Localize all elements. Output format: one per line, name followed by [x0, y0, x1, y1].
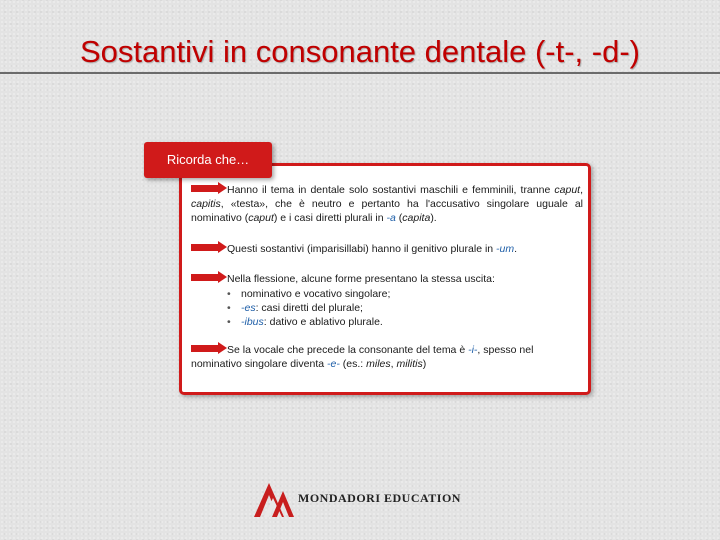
list-item: • nominativo e vocativo singolare;: [227, 287, 583, 301]
p1-caput-2: caput: [248, 212, 274, 224]
arrow-right-icon: [191, 183, 227, 194]
p4-miles: miles: [366, 358, 391, 370]
list-item: • -ibus: dativo e ablativo plurale.: [227, 315, 583, 329]
arrow-right-icon: [191, 343, 227, 354]
list-item: • -es: casi diretti del plurale;: [227, 301, 583, 315]
p1-text: Hanno il tema in dentale solo sostantivi maschili e femminili, tranne: [227, 184, 555, 196]
mondadori-logo: [252, 482, 296, 518]
p4-text: Se la vocale che precede la consonante del tema è: [227, 344, 469, 356]
p1-capitis: capitis: [191, 198, 221, 210]
content-box: [179, 163, 591, 395]
p2-ending-um: -um: [496, 243, 515, 255]
p4-militis: militis: [396, 358, 423, 370]
paragraph-dental-stems: Hanno il tema in dentale solo sostantivi maschili e femminili, tranne caput, capitis, «testa», che è neutro e pertanto ha l'accusativo singolare uguale al nominativo (caput) e i casi diretti plurali in -a (capita).: [191, 184, 583, 224]
paragraph-vowel-change: Se la vocale che precede la consonante del tema è -i-, spesso nel nominativo singolare diventa -e- (es.: miles, militis): [191, 344, 534, 370]
inflection-list: [191, 287, 583, 329]
slide-title: Sostantivi in consonante dentale (-t-, -d-): [80, 34, 640, 69]
remember-callout-label: Ricorda che…: [166, 152, 250, 167]
p1-caput: caput: [554, 184, 581, 196]
arrow-right-icon: [191, 272, 227, 283]
title-underline: [0, 72, 720, 74]
paragraph-genitive-plural: Questi sostantivi (imparisillabi) hanno il genitivo plurale in -um.: [191, 242, 583, 256]
p1-capita: capita: [402, 212, 431, 224]
brand-name: MONDADORI EDUCATION: [298, 491, 461, 505]
paragraph-inflection: [191, 272, 583, 329]
p2-text: Questi sostantivi (imparisillabi) hanno il genitivo plurale in: [227, 243, 497, 255]
p1-ending-a: -a: [386, 212, 396, 224]
arrow-right-icon: [191, 242, 227, 253]
p3-intro: Nella flessione, alcune forme presentano la stessa uscita:: [227, 273, 495, 285]
remember-callout: [144, 142, 272, 178]
